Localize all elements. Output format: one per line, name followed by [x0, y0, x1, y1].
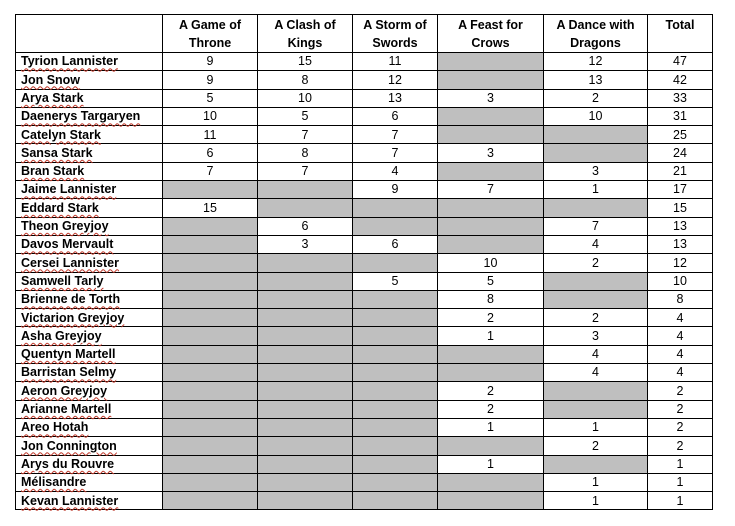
cell-total: 12: [648, 254, 713, 272]
table-body: [16, 53, 713, 510]
cell-feast-for-crows: 3: [438, 144, 544, 162]
cell-dance-with-dragons: [544, 272, 648, 290]
cell-storm-of-swords: [353, 492, 438, 510]
cell-dance-with-dragons: 4: [544, 364, 648, 382]
table-row: [16, 309, 713, 327]
cell-clash-of-kings: [258, 400, 353, 418]
table-row: [16, 254, 713, 272]
cell-feast-for-crows: 1: [438, 455, 544, 473]
character-name-cell: [16, 235, 163, 253]
cell-dance-with-dragons: 1: [544, 473, 648, 491]
cell-dance-with-dragons: 2: [544, 437, 648, 455]
cell-feast-for-crows: [438, 53, 544, 71]
cell-total: 4: [648, 364, 713, 382]
cell-feast-for-crows: 2: [438, 400, 544, 418]
character-name-cell: [16, 473, 163, 491]
cell-total: 10: [648, 272, 713, 290]
cell-feast-for-crows: 10: [438, 254, 544, 272]
cell-game-of-thrones: [163, 272, 258, 290]
table-row: [16, 53, 713, 71]
character-name: Tyrion Lannister: [21, 54, 119, 69]
table-row: [16, 126, 713, 144]
cell-clash-of-kings: 15: [258, 53, 353, 71]
cell-game-of-thrones: 9: [163, 71, 258, 89]
cell-total: 4: [648, 345, 713, 363]
cell-feast-for-crows: 3: [438, 89, 544, 107]
cell-clash-of-kings: 7: [258, 126, 353, 144]
table-row: [16, 71, 713, 89]
cell-feast-for-crows: 2: [438, 382, 544, 400]
header-name-cell: [16, 15, 163, 53]
cell-storm-of-swords: [353, 345, 438, 363]
cell-storm-of-swords: [353, 290, 438, 308]
cell-clash-of-kings: [258, 199, 353, 217]
cell-total: 8: [648, 290, 713, 308]
cell-game-of-thrones: [163, 290, 258, 308]
cell-clash-of-kings: 8: [258, 71, 353, 89]
cell-clash-of-kings: [258, 455, 353, 473]
cell-clash-of-kings: [258, 364, 353, 382]
character-name: Areo Hotah: [21, 420, 89, 435]
cell-total: 25: [648, 126, 713, 144]
cell-game-of-thrones: 11: [163, 126, 258, 144]
cell-clash-of-kings: 3: [258, 235, 353, 253]
cell-feast-for-crows: [438, 364, 544, 382]
cell-clash-of-kings: [258, 473, 353, 491]
cell-dance-with-dragons: [544, 382, 648, 400]
character-name: Davos Mervault: [21, 237, 114, 252]
cell-dance-with-dragons: 2: [544, 309, 648, 327]
cell-total: 4: [648, 327, 713, 345]
cell-clash-of-kings: [258, 290, 353, 308]
cell-game-of-thrones: 6: [163, 144, 258, 162]
character-name-cell: [16, 309, 163, 327]
cell-total: 15: [648, 199, 713, 217]
cell-game-of-thrones: [163, 455, 258, 473]
cell-game-of-thrones: [163, 492, 258, 510]
cell-feast-for-crows: 8: [438, 290, 544, 308]
cell-total: 1: [648, 492, 713, 510]
cell-total: 1: [648, 455, 713, 473]
table-row: [16, 162, 713, 180]
cell-total: 17: [648, 181, 713, 199]
cell-total: 2: [648, 400, 713, 418]
cell-feast-for-crows: 5: [438, 272, 544, 290]
cell-dance-with-dragons: 13: [544, 71, 648, 89]
cell-storm-of-swords: [353, 418, 438, 436]
table-row: [16, 437, 713, 455]
cell-game-of-thrones: [163, 345, 258, 363]
cell-feast-for-crows: [438, 126, 544, 144]
cell-clash-of-kings: [258, 345, 353, 363]
cell-feast-for-crows: 1: [438, 327, 544, 345]
table-row: [16, 345, 713, 363]
cell-feast-for-crows: [438, 162, 544, 180]
cell-clash-of-kings: [258, 382, 353, 400]
cell-storm-of-swords: [353, 254, 438, 272]
header-game-of-thrones: A Game of Throne: [163, 15, 258, 53]
header-clash-of-kings: A Clash of Kings: [258, 15, 353, 53]
cell-storm-of-swords: [353, 217, 438, 235]
table-row: [16, 455, 713, 473]
cell-game-of-thrones: [163, 418, 258, 436]
character-name: Bran Stark: [21, 164, 85, 179]
cell-storm-of-swords: 12: [353, 71, 438, 89]
character-name: Jon Snow: [21, 72, 81, 87]
cell-total: 2: [648, 437, 713, 455]
character-name: Eddard Stark: [21, 200, 99, 215]
cell-total: 21: [648, 162, 713, 180]
table-row: [16, 418, 713, 436]
cell-clash-of-kings: [258, 492, 353, 510]
character-name-cell: [16, 144, 163, 162]
character-name: Jaime Lannister: [21, 182, 117, 197]
character-name: Theon Greyjoy: [21, 219, 109, 234]
cell-clash-of-kings: [258, 437, 353, 455]
cell-storm-of-swords: [353, 437, 438, 455]
table-row: [16, 181, 713, 199]
cell-feast-for-crows: [438, 199, 544, 217]
cell-game-of-thrones: [163, 400, 258, 418]
cell-game-of-thrones: [163, 309, 258, 327]
table-row: [16, 89, 713, 107]
cell-feast-for-crows: [438, 107, 544, 125]
cell-storm-of-swords: [353, 455, 438, 473]
character-name: Jon Connington: [21, 438, 117, 453]
cell-clash-of-kings: 8: [258, 144, 353, 162]
cell-feast-for-crows: [438, 437, 544, 455]
table-row: [16, 217, 713, 235]
cell-feast-for-crows: 2: [438, 309, 544, 327]
table-row: [16, 364, 713, 382]
character-name-cell: [16, 126, 163, 144]
table-row: [16, 473, 713, 491]
cell-storm-of-swords: [353, 199, 438, 217]
character-name-cell: [16, 254, 163, 272]
cell-dance-with-dragons: 12: [544, 53, 648, 71]
cell-game-of-thrones: [163, 217, 258, 235]
table-row: [16, 199, 713, 217]
character-name: Brienne de Torth: [21, 292, 121, 307]
cell-dance-with-dragons: 1: [544, 492, 648, 510]
cell-dance-with-dragons: 4: [544, 345, 648, 363]
cell-feast-for-crows: [438, 235, 544, 253]
header-storm-of-swords: A Storm of Swords: [353, 15, 438, 53]
cell-storm-of-swords: 11: [353, 53, 438, 71]
cell-dance-with-dragons: [544, 199, 648, 217]
character-name: Arys du Rouvre: [21, 456, 115, 471]
cell-feast-for-crows: [438, 345, 544, 363]
cell-feast-for-crows: [438, 71, 544, 89]
character-name-cell: [16, 327, 163, 345]
cell-dance-with-dragons: [544, 455, 648, 473]
cell-dance-with-dragons: [544, 144, 648, 162]
cell-game-of-thrones: [163, 254, 258, 272]
cell-clash-of-kings: [258, 327, 353, 345]
cell-feast-for-crows: [438, 492, 544, 510]
character-name-cell: [16, 400, 163, 418]
cell-dance-with-dragons: 1: [544, 181, 648, 199]
cell-clash-of-kings: [258, 254, 353, 272]
cell-dance-with-dragons: 2: [544, 254, 648, 272]
cell-feast-for-crows: 1: [438, 418, 544, 436]
cell-storm-of-swords: [353, 382, 438, 400]
table-row: [16, 290, 713, 308]
character-name: Aeron Greyjoy: [21, 383, 108, 398]
cell-storm-of-swords: [353, 327, 438, 345]
cell-clash-of-kings: [258, 309, 353, 327]
cell-game-of-thrones: 7: [163, 162, 258, 180]
cell-clash-of-kings: 10: [258, 89, 353, 107]
character-name-cell: [16, 199, 163, 217]
cell-storm-of-swords: [353, 473, 438, 491]
table-row: [16, 144, 713, 162]
cell-game-of-thrones: [163, 364, 258, 382]
character-name: Kevan Lannister: [21, 493, 119, 508]
character-name-cell: [16, 162, 163, 180]
cell-game-of-thrones: 5: [163, 89, 258, 107]
cell-total: 33: [648, 89, 713, 107]
cell-dance-with-dragons: [544, 290, 648, 308]
cell-game-of-thrones: [163, 437, 258, 455]
cell-feast-for-crows: [438, 473, 544, 491]
character-name: Arianne Martell: [21, 402, 112, 417]
cell-storm-of-swords: [353, 364, 438, 382]
cell-total: 31: [648, 107, 713, 125]
character-name: Barristan Selmy: [21, 365, 117, 380]
character-name-cell: [16, 455, 163, 473]
cell-storm-of-swords: 9: [353, 181, 438, 199]
cell-storm-of-swords: 7: [353, 126, 438, 144]
character-name-cell: [16, 181, 163, 199]
character-name: Quentyn Martell: [21, 347, 116, 362]
table-row: [16, 107, 713, 125]
cell-dance-with-dragons: 4: [544, 235, 648, 253]
character-name: Mélisandre: [21, 475, 87, 490]
cell-game-of-thrones: [163, 235, 258, 253]
cell-game-of-thrones: 15: [163, 199, 258, 217]
cell-total: 4: [648, 309, 713, 327]
character-name-cell: [16, 345, 163, 363]
table-row: [16, 492, 713, 510]
character-name: Samwell Tarly: [21, 273, 104, 288]
cell-storm-of-swords: [353, 309, 438, 327]
cell-total: 13: [648, 217, 713, 235]
cell-storm-of-swords: 13: [353, 89, 438, 107]
cell-total: 1: [648, 473, 713, 491]
cell-dance-with-dragons: 3: [544, 162, 648, 180]
character-name-cell: [16, 418, 163, 436]
cell-storm-of-swords: 5: [353, 272, 438, 290]
cell-storm-of-swords: [353, 400, 438, 418]
cell-clash-of-kings: [258, 181, 353, 199]
cell-clash-of-kings: [258, 272, 353, 290]
character-name: Victarion Greyjoy: [21, 310, 125, 325]
character-name: Cersei Lannister: [21, 255, 119, 270]
cell-total: 2: [648, 418, 713, 436]
table-row: [16, 272, 713, 290]
cell-game-of-thrones: 10: [163, 107, 258, 125]
cell-dance-with-dragons: 10: [544, 107, 648, 125]
cell-game-of-thrones: 9: [163, 53, 258, 71]
cell-game-of-thrones: [163, 327, 258, 345]
cell-game-of-thrones: [163, 382, 258, 400]
character-name: Asha Greyjoy: [21, 328, 102, 343]
cell-dance-with-dragons: 2: [544, 89, 648, 107]
character-name-cell: [16, 71, 163, 89]
cell-dance-with-dragons: [544, 126, 648, 144]
character-name-cell: [16, 364, 163, 382]
character-name-cell: [16, 217, 163, 235]
cell-clash-of-kings: 6: [258, 217, 353, 235]
table-row: [16, 235, 713, 253]
cell-storm-of-swords: 4: [353, 162, 438, 180]
cell-clash-of-kings: [258, 418, 353, 436]
cell-storm-of-swords: 7: [353, 144, 438, 162]
cell-dance-with-dragons: [544, 400, 648, 418]
cell-game-of-thrones: [163, 181, 258, 199]
cell-clash-of-kings: 7: [258, 162, 353, 180]
cell-total: 2: [648, 382, 713, 400]
cell-game-of-thrones: [163, 473, 258, 491]
cell-storm-of-swords: 6: [353, 107, 438, 125]
cell-storm-of-swords: 6: [353, 235, 438, 253]
character-name-cell: [16, 89, 163, 107]
character-name-cell: [16, 437, 163, 455]
header-dance-with-dragons: A Dance with Dragons: [544, 15, 648, 53]
character-name-cell: [16, 53, 163, 71]
cell-total: 24: [648, 144, 713, 162]
cell-feast-for-crows: [438, 217, 544, 235]
character-name-cell: [16, 290, 163, 308]
table-row: [16, 400, 713, 418]
cell-dance-with-dragons: 7: [544, 217, 648, 235]
cell-feast-for-crows: 7: [438, 181, 544, 199]
character-name: Sansa Stark: [21, 145, 93, 160]
cell-clash-of-kings: 5: [258, 107, 353, 125]
character-name-cell: [16, 272, 163, 290]
cell-total: 42: [648, 71, 713, 89]
chapters-table: [15, 14, 713, 510]
character-name: Daenerys Targaryen: [21, 109, 141, 124]
character-name: Arya Stark: [21, 90, 84, 105]
character-name-cell: [16, 382, 163, 400]
cell-total: 13: [648, 235, 713, 253]
character-name-cell: [16, 107, 163, 125]
character-name-cell: [16, 492, 163, 510]
cell-dance-with-dragons: 1: [544, 418, 648, 436]
header-row: [16, 15, 713, 53]
cell-total: 47: [648, 53, 713, 71]
table-row: [16, 382, 713, 400]
character-name: Catelyn Stark: [21, 127, 101, 142]
header-feast-for-crows: A Feast for Crows: [438, 15, 544, 53]
cell-dance-with-dragons: 3: [544, 327, 648, 345]
header-total: Total: [648, 15, 713, 53]
table-row: [16, 327, 713, 345]
